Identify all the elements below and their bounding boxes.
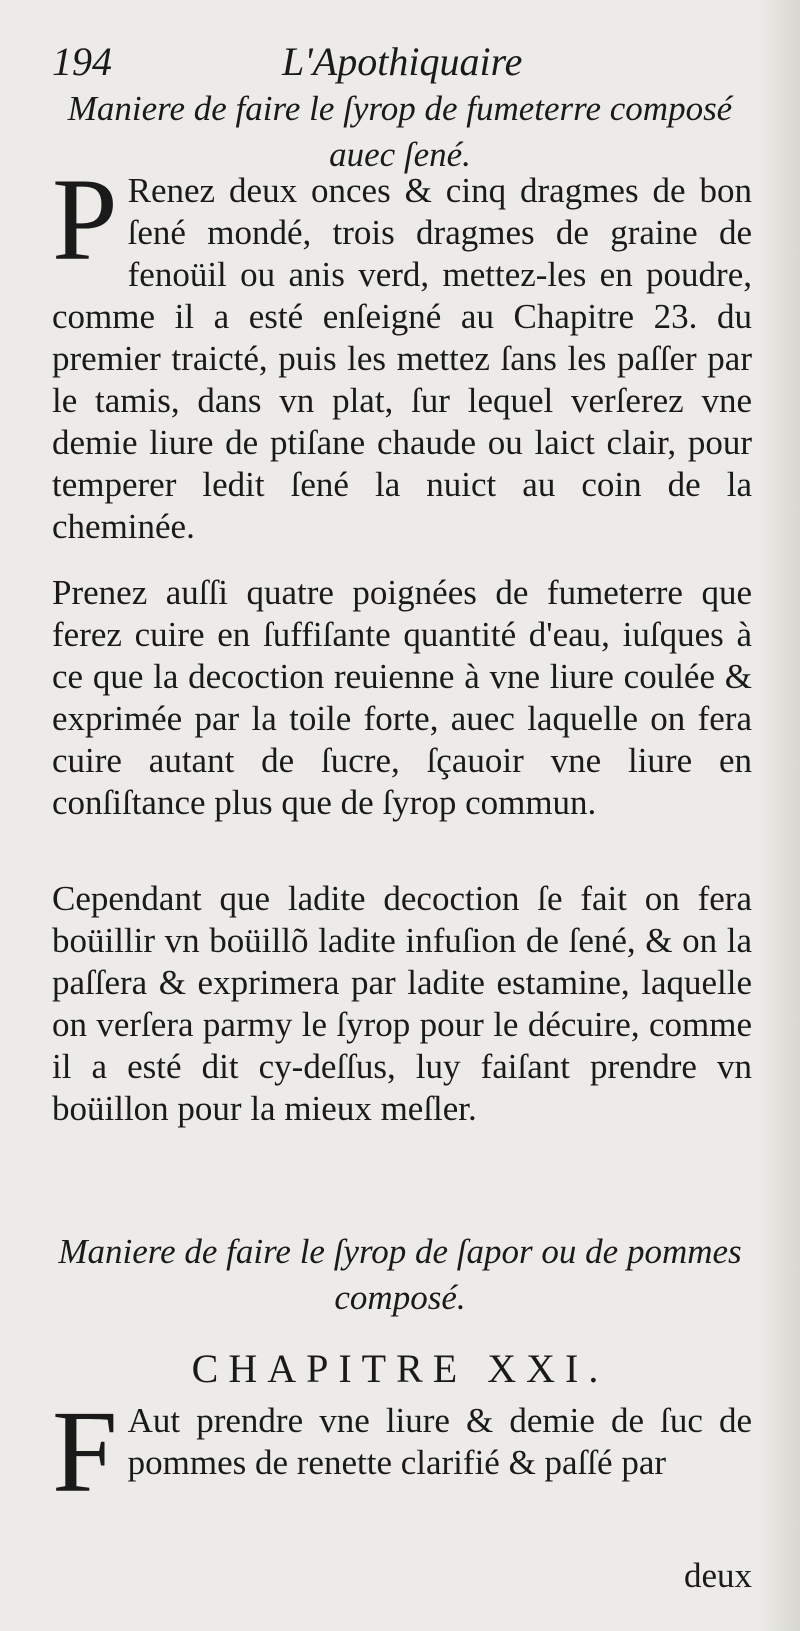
page-edge-shadow <box>760 0 800 1631</box>
running-head <box>52 38 752 88</box>
paragraph-text: Prenez auſſi quatre poignées de fumeterre que ferez cuire en ſuffiſante quantité d'eau, iuſques à ce que la decoction reuienne à vne liure coulée & exprimée par la toile forte, auec laquelle on fera cuire autant de ſucre, ſçauoir vne liure en conſiſtance plus que de ſyrop commun. <box>52 573 752 822</box>
catchword: deux <box>683 1556 752 1595</box>
paragraph-4 <box>52 1386 752 1517</box>
page-number: 194 <box>52 39 112 84</box>
paragraph-3 <box>52 878 752 1130</box>
section-heading-line: auec ſené. <box>329 135 471 174</box>
paragraph-text: Renez deux onces & cinq dragmes de bon ſené mondé, trois dragmes de graine de fenoüil ou anis verd, mettez-les en poudre, comme il a esté enſeigné au Chapitre 23. du premier traicté, puis les mettez ſans les paſſer par le tamis, dans vn plat, ſur lequel verſerez vne demie liure de ptiſane chaude ou laict clair, pour temperer ledit ſené la nuict au coin de la cheminée. <box>52 171 752 546</box>
chapter-title: CHAPITRE XXI. <box>191 1346 609 1391</box>
paragraph-text: Aut prendre vne liure & demie de ſuc de pommes de renette clarifié & paſſé par <box>127 1401 752 1482</box>
section-heading-line: Maniere de faire le ſyrop de fumeterre composé <box>67 89 733 128</box>
paragraph-2 <box>52 572 752 824</box>
drop-cap: F <box>52 1386 118 1517</box>
section-heading-fumeterre <box>40 86 760 178</box>
paragraph-text: Cependant que ladite decoction ſe fait on fera boüillir vn boüillõ ladite infuſion de ſené, & on la paſſera & exprimera par ladite estamine, laquelle on verſera parmy le ſyrop pour le décuire, comme il a esté dit cy-deſſus, luy faiſant prendre vn boüillon pour la mieux meſler. <box>52 879 752 1128</box>
section-heading-line: composé. <box>334 1278 466 1317</box>
drop-cap: P <box>52 154 118 285</box>
section-heading-line: Maniere de faire le ſyrop de ſapor ou de pommes <box>58 1232 742 1271</box>
running-title: L'Apothiquaire <box>282 39 523 84</box>
section-heading-sapor <box>40 1229 760 1321</box>
